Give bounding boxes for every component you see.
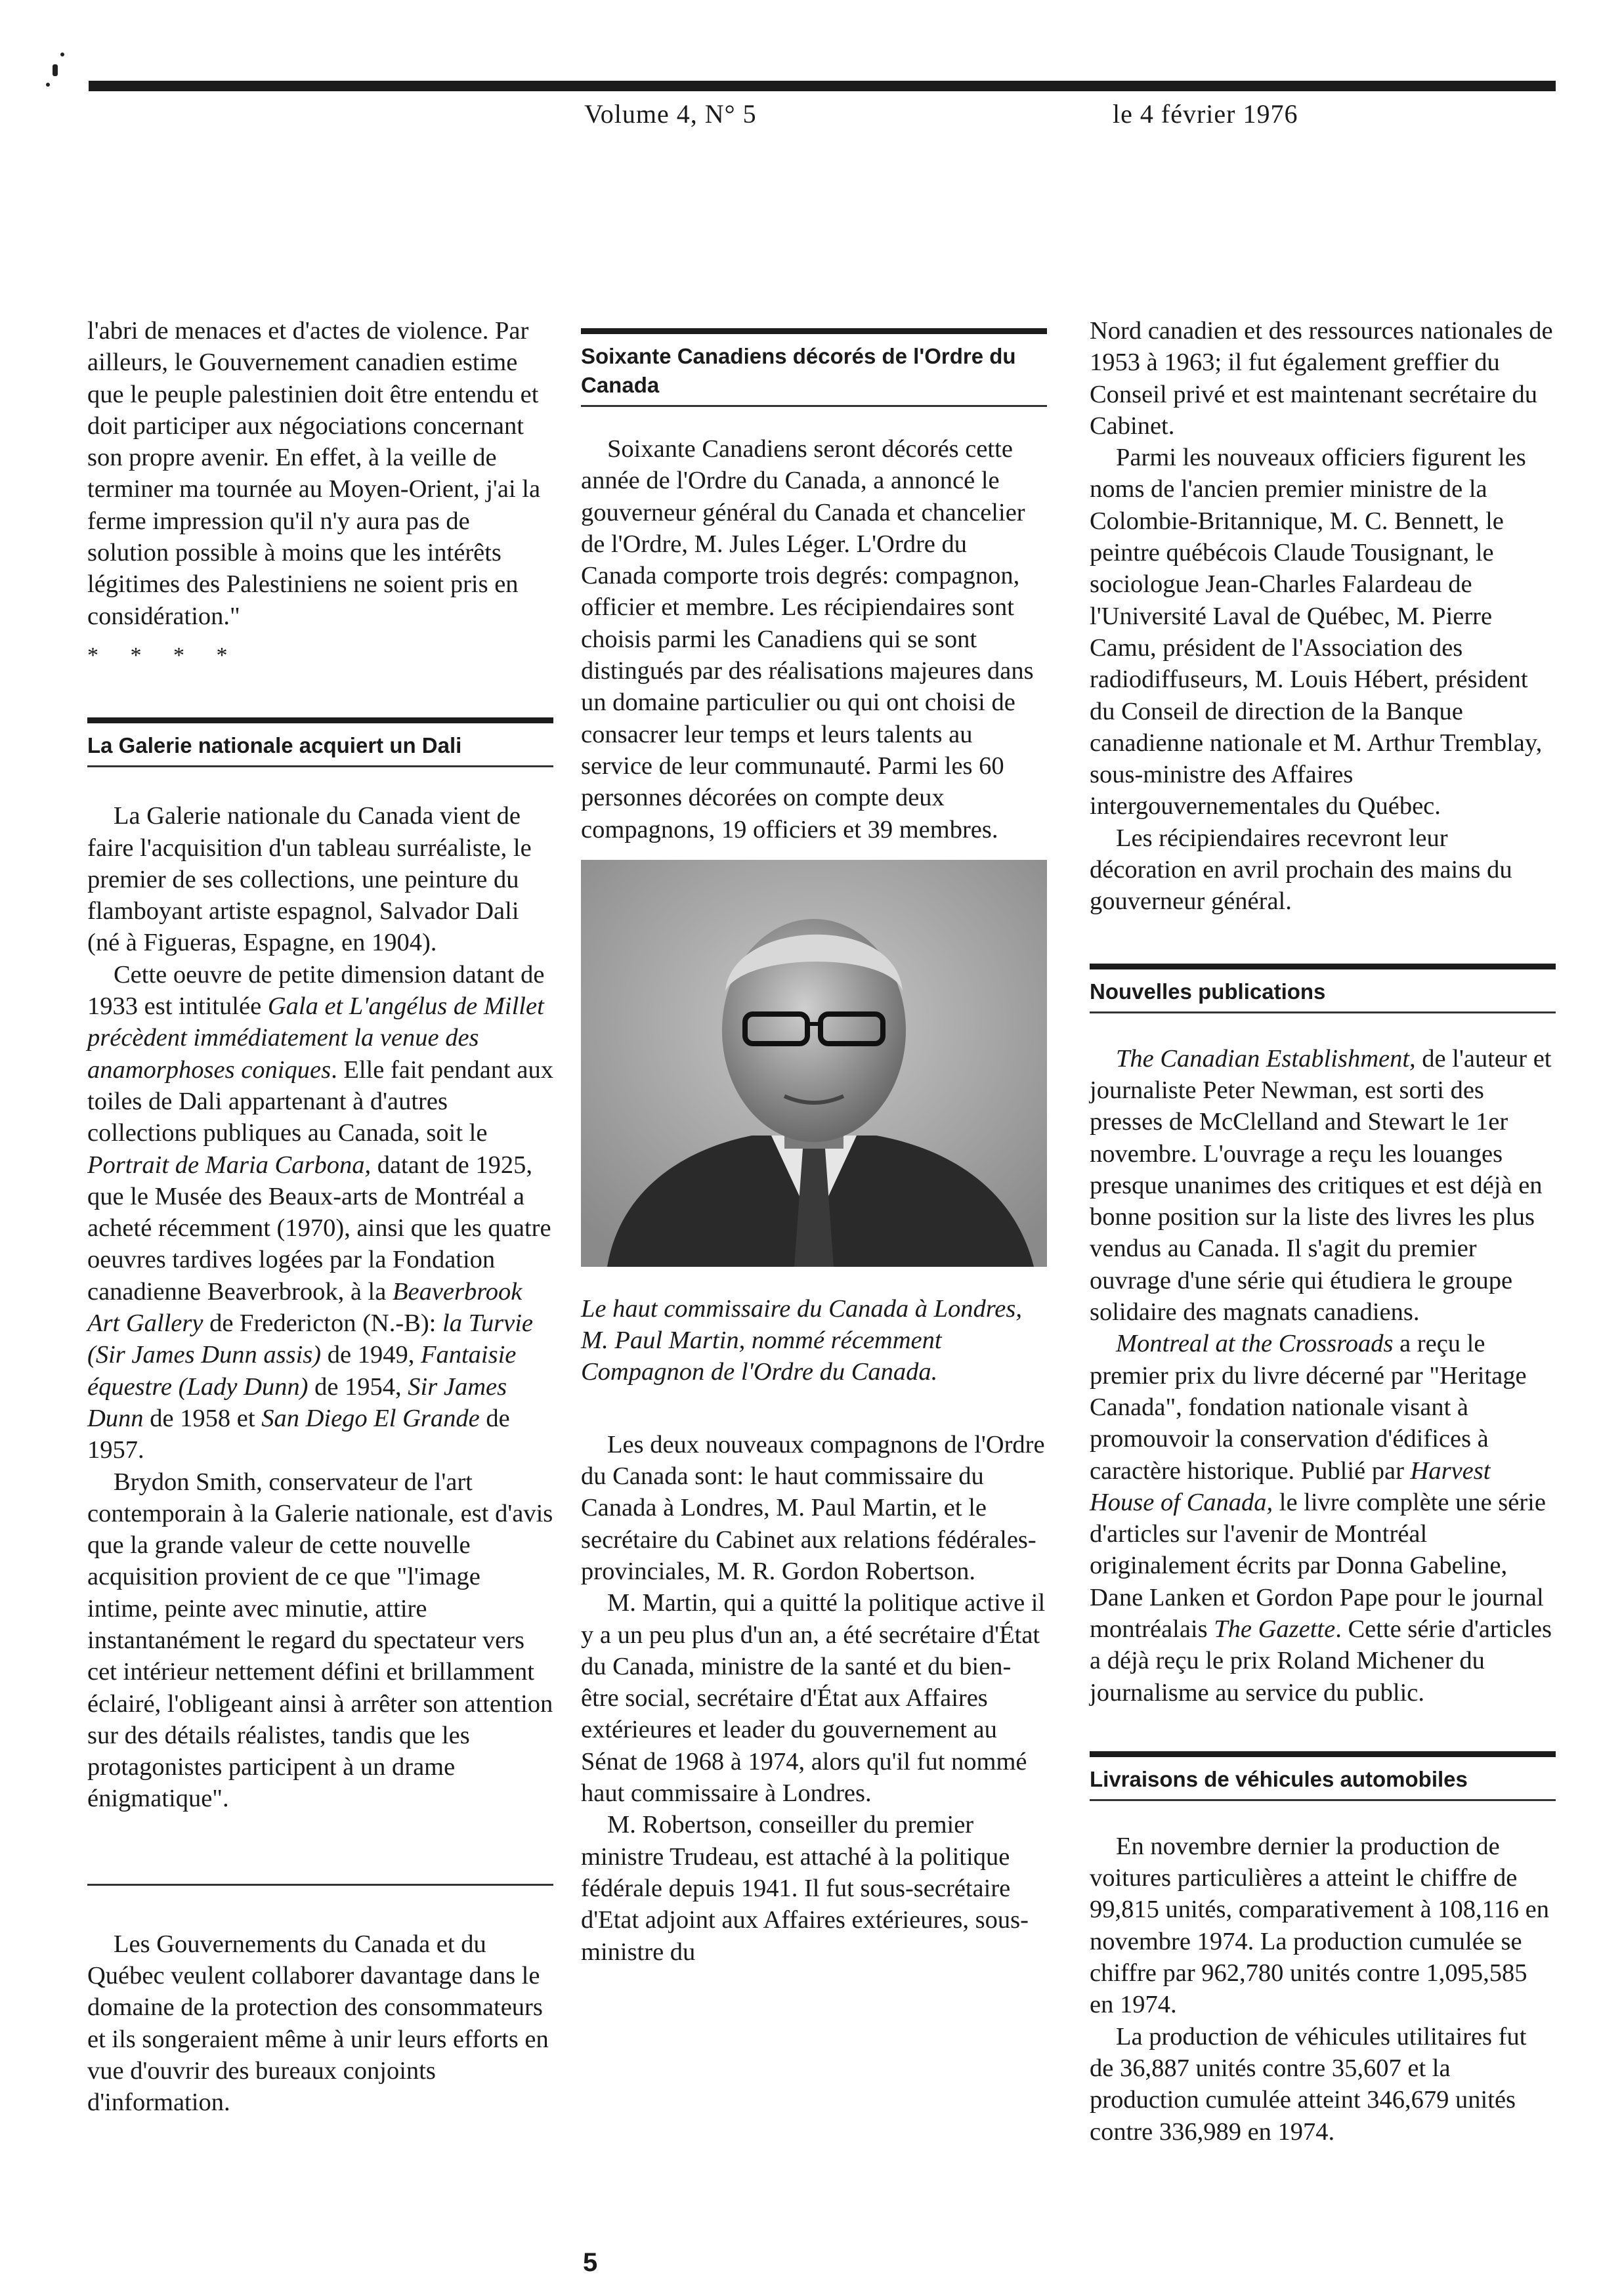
section-separator: * * * * — [87, 643, 241, 668]
section-rule — [1090, 1751, 1556, 1757]
dali-heading: La Galerie nationale acquiert un Dali — [87, 733, 462, 758]
photo-caption: Le haut commissaire du Canada à Londres, M. Paul Martin, nommé récemment Compagnon de l'Ordre du Canada. — [581, 1294, 1022, 1386]
order-heading: Soixante Canadiens décorés de l'Ordre du Canada — [581, 344, 1016, 397]
artwork-title: Sir James Dunn — [87, 1372, 507, 1432]
dali-paragraph-2 — [87, 959, 553, 1466]
artwork-title: Fantaisie équestre (Lady Dunn) — [87, 1341, 517, 1401]
section-rule — [1090, 964, 1556, 969]
section-rule — [581, 328, 1047, 334]
text-run: de 1957. — [87, 1404, 510, 1464]
quebec-paragraph: Les Gouvernements du Canada et du Québec veulent collaborer davantage dans le domaine de la protection des consommateurs et ils songeraient même à unir leurs efforts en vue d'ouvrir des bureaux conjoints d'information. — [87, 1930, 549, 2117]
text-run: datant de 1925, que le Musée des Beaux-arts de Montréal a acheté récemment (1970), ainsi que les quatre oeuvres tardives logées par la Fondation canadienne Beaverbrook, à la — [87, 1151, 551, 1306]
artwork-title: Portrait de Maria Carbona, — [87, 1151, 372, 1179]
dali-paragraph-3: Brydon Smith, conservateur de l'art contemporain à la Galerie nationale, est d'avis que la grande valeur de cette nouvelle acquisition provient de ce que "l'image intime, peinte avec minutie, attire instantanément le regard du spectateur vers cet intérieur nettement défini et brillamment éclairé, l'obligeant ainsi à arrêter son attention sur des détails réalistes, tandis que les protagonistes participent à un drame énigmatique". — [87, 1468, 553, 1813]
text-run: de 1954, — [308, 1372, 408, 1401]
portrait-photo — [581, 860, 1047, 1267]
text-run: . Cette série d'articles a déjà reçu le prix Roland Michener du journalisme au service du public. — [1090, 1615, 1552, 1707]
issue-number: Volume 4, N° 5 — [584, 99, 757, 129]
text-run: de 1958 et — [143, 1404, 262, 1432]
artwork-title: Gala et L'angélus de Millet précèdent immédiatement la venue des anamorphoses coniques — [87, 992, 544, 1084]
column-left — [87, 315, 553, 2119]
newspaper-name: The Gazette — [1214, 1615, 1336, 1643]
vehicles-heading: Livraisons de véhicules automobiles — [1090, 1766, 1468, 1791]
order-paragraph-1: Soixante Canadiens seront décorés cette année de l'Ordre du Canada, a annoncé le gouverneur général du Canada et chancelier de l'Ordre, M. Jules Léger. L'Ordre du Canada comporte trois degrés: compagnon, officier et membre. Les récipiendaires sont choisis parmi les Canadiens qui se sont distingués par des réalisations majeures dans un domaine particulier ou qui ont choisi de consacrer leur temps et leurs talents au service de leur communauté. Parmi les 60 personnes décorées on compte deux compagnons, 19 officiers et 39 membres. — [581, 435, 1034, 843]
text-run: de Fredericton (N.-B): — [203, 1309, 443, 1338]
palestine-continuation: l'abri de menaces et d'actes de violence. Par ailleurs, le Gouvernement canadien estime que le peuple palestinien doit être entendu et doit participer aux négociations concernant son propre avenir. En effet, à la veille de terminer ma tournée au Moyen-Orient, j'ai la ferme impression qu'il n'y aura pas de solution possible à moins que les intérêts légitimes des Palestiniens ne soient pris en considération." — [87, 317, 541, 630]
top-rule — [89, 81, 1556, 91]
text-run: de 1949, — [321, 1341, 421, 1369]
text-run: de l'auteur et journaliste Peter Newman, est sorti des presses de McClelland and Stewart le 1er novembre. L'ouvrage a reçu les louanges presque unanimes des critiques et est déjà en bonne position sur la liste des livres les plus vendus au Canada. Il s'agit du premier ouvrage d'une série qui étudiera le groupe solidaire des magnats canadiens. — [1090, 1044, 1552, 1327]
text-run: a reçu le premier prix du livre décerné par "Heritage Canada", fondation nationale visant à promouvoir la conservation d'édifices à caractère historique. Publié par — [1090, 1330, 1527, 1485]
text-run: . Elle fait pendant aux toiles de Dali appartenant à d'autres collections publiques au Canada, soit le — [87, 1055, 553, 1147]
column-middle — [581, 315, 1047, 1968]
order-continuation-2: Parmi les nouveaux officiers figurent les noms de l'ancien premier ministre de la Colombie-Britannique, M. C. Bennett, le peintre québécois Claude Tousignant, le sociologue Jean-Charles Falardeau de l'Université Laval de Québec, M. Pierre Camu, président de l'Association des radiodiffuseurs, M. Louis Hébert, président du Conseil de direction de la Banque canadienne nationale et M. Arthur Tremblay, sous-ministre des Affaires intergouvernementales du Québec. — [1090, 444, 1543, 820]
text-run: le livre complète une série d'articles sur l'avenir de Montréal originalement écrits par Donna Gabeline, Dane Lanken et Gordon Pape pour le journal montréalais — [1090, 1488, 1546, 1643]
vehicles-paragraph-2: La production de véhicules utilitaires fut de 36,887 unités contre 35,607 et la production cumulée atteint 346,679 unités contre 336,989 en 1974. — [1090, 2022, 1527, 2146]
order-continuation-1: Nord canadien et des ressources nationales de 1953 à 1963; il fut également greffier du Conseil privé et est maintenant secrétaire du Cabinet. — [1090, 317, 1553, 440]
book-title: Montreal at the Crossroads — [1116, 1330, 1394, 1358]
issue-date: le 4 février 1976 — [1113, 99, 1298, 129]
vehicles-paragraph-1: En novembre dernier la production de voitures particulières a atteint le chiffre de 99,815 unités, comparativement à 108,116 en novembre 1974. La production cumulée se chiffre par 962,780 unités contre 1,095,585 en 1974. — [1090, 1832, 1549, 2019]
publications-paragraph-1 — [1090, 1043, 1556, 1329]
order-continuation-3: Les récipiendaires recevront leur décoration en avril prochain des mains du gouverneur général. — [1090, 824, 1512, 916]
page-number: 5 — [583, 2248, 598, 2277]
corner-mark — [46, 53, 72, 92]
text-run: Cette oeuvre de petite dimension datant de 1933 est intitulée — [87, 960, 545, 1021]
publications-paragraph-2 — [1090, 1328, 1556, 1709]
dali-paragraph-1: La Galerie nationale du Canada vient de faire l'acquisition d'un tableau surréaliste, le premier de ses collections, une peinture du flamboyant artiste espagnol, Salvador Dali (né à Figueras, Espagne, en 1904). — [87, 802, 532, 957]
order-paragraph-3: M. Martin, qui a quitté la politique active il y a un peu plus d'un an, a été secrétaire d'État du Canada, ministre de la santé et du bien-être social, secrétaire d'État aux Affaires extérieures et leader du gouvernement au Sénat de 1968 à 1974, alors qu'il fut nommé haut commissaire à Londres. — [581, 1589, 1046, 1808]
publications-heading: Nouvelles publications — [1090, 979, 1326, 1004]
order-paragraph-2: Les deux nouveaux compagnons de l'Ordre du Canada sont: le haut commissaire du Canada à Londres, M. Paul Martin, et le secrétaire du Cabinet aux relations fédérales-provinciales, M. R. Gordon Robertson. — [581, 1430, 1045, 1585]
publisher-name: Harvest House of Canada, — [1090, 1456, 1491, 1516]
gallery-name: Beaverbrook Art Gallery — [87, 1277, 523, 1338]
artwork-title: la Turvie (Sir James Dunn assis) — [87, 1309, 533, 1369]
artwork-title: San Diego El Grande — [261, 1404, 480, 1432]
portrait-illustration — [581, 860, 1047, 1267]
order-paragraph-4: M. Robertson, conseiller du premier ministre Trudeau, est attaché à la politique fédérale depuis 1941. Il fut sous-secrétaire d'Etat adjoint aux Affaires extérieures, sous-ministre du — [581, 1811, 1029, 1966]
column-right — [1090, 315, 1556, 2148]
book-title: The Canadian Establishment, — [1116, 1044, 1416, 1073]
section-rule — [87, 717, 553, 723]
